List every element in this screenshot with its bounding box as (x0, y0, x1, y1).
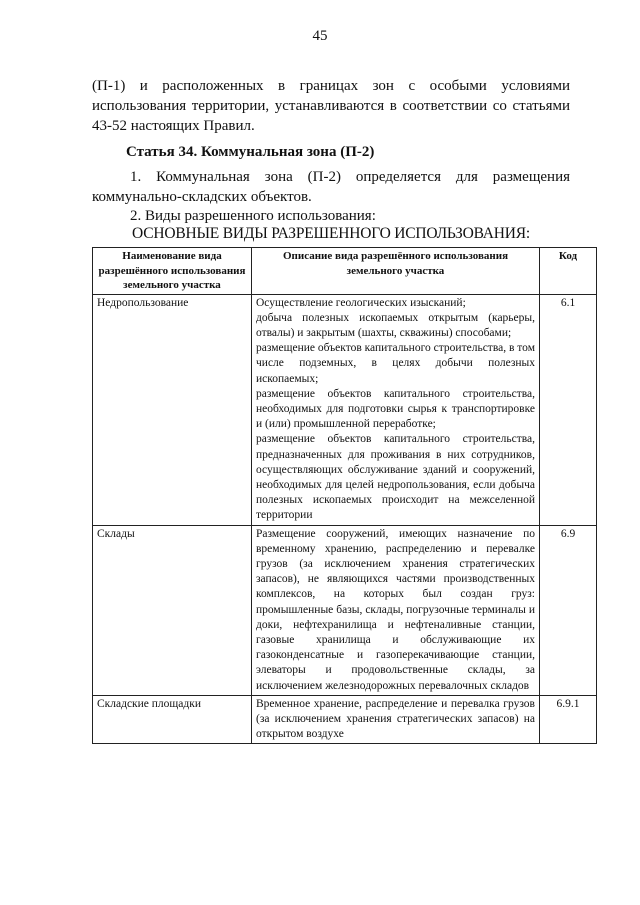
intro-paragraph: (П-1) и расположенных в границах зон с особыми условиями использования территории, устанавливаются в соответствии со статьями 43-52 настоящих Правил. (92, 78, 570, 134)
table-title: ОСНОВНЫЕ ВИДЫ РАЗРЕШЕННОГО ИСПОЛЬЗОВАНИЯ: (132, 225, 530, 242)
description-line: размещение объектов капитального строительства, необходимых для подготовки сырья к транспортировке и (или) промышленной переработке; (256, 387, 535, 431)
row-name: Склады (93, 525, 252, 695)
row-code: 6.9 (540, 525, 597, 695)
zone-definition-paragraph: 1. Коммунальная зона (П-2) определяется для размещения коммунально-складских объектов. (92, 169, 570, 205)
table-row (93, 294, 597, 525)
description-line: Временное хранение, распределение и перевалка грузов (за исключением хранения стратегических запасов) на открытом воздухе (256, 697, 535, 741)
row-name: Складские площадки (93, 695, 252, 744)
row-description (252, 294, 540, 525)
row-description (252, 695, 540, 744)
table-row (93, 695, 597, 744)
description-line: размещение объектов капитального строительства, предназначенных для проживания в них сотрудников, осуществляющих обслуживание зданий и сооружений, необходимых для целей недропользования, если добыча полезных ископаемых происходит на межселенной территории (256, 433, 535, 522)
description-line: добыча полезных ископаемых открытым (карьеры, отвалы) и закрытым (шахты, скважины) способами; (256, 311, 535, 339)
description-line: размещение объектов капитального строительства, в том числе подземных, в целях добычи полезных ископаемых; (256, 342, 535, 385)
description-line: Осуществление геологических изысканий; (256, 296, 466, 309)
row-code: 6.9.1 (540, 695, 597, 744)
page-number: 45 (312, 28, 328, 44)
row-code: 6.1 (540, 294, 597, 525)
row-description (252, 525, 540, 695)
permitted-use-paragraph: 2. Виды разрешенного использования: (130, 208, 376, 224)
article-heading: Статья 34. Коммунальная зона (П-2) (126, 144, 375, 160)
header-description: Описание вида разрешённого использования земельного участка (252, 248, 540, 295)
table-header-row (93, 248, 597, 295)
row-name: Недропользование (93, 294, 252, 525)
header-name: Наименование вида разрешённого использования земельного участка (93, 248, 252, 295)
description-line: Размещение сооружений, имеющих назначение по временному хранению, распределению и перевалке грузов (за исключением хранения стратегических запасов), не являющихся частями производственных комплексов, на которых был создан груз: промышленные базы, склады, погрузочные терминалы и доки, нефтехранилища и нефтеналивные станции, газовые хранилища и обслуживающие их газоконденсатные и газоперекачивающие станции, элеваторы и продовольственные склады, за исключением железнодорожных перевалочных складов (256, 527, 535, 692)
table-row (93, 525, 597, 695)
header-code: Код (540, 248, 597, 295)
permitted-use-table (92, 247, 597, 744)
